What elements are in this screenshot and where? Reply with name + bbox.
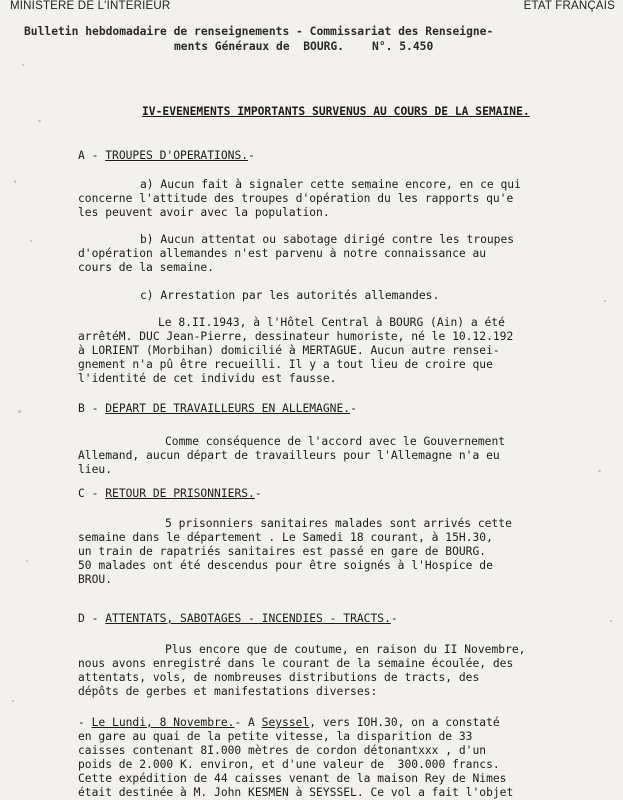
bulletin-number: N°. 5.450 <box>372 40 434 53</box>
c-section-line: BROU. <box>78 573 113 586</box>
b-line: cours de la semaine. <box>78 261 215 274</box>
c-section-line: 50 malades ont été descendus pour être soignés à l'Hospice de <box>78 559 493 572</box>
section-a-title: TROUPES D'OPERATIONS. <box>105 149 249 162</box>
paper-speck <box>610 620 612 622</box>
section-d-title: ATTENTATS, SABOTAGES - INCENDIES - TRACTS. <box>105 612 391 625</box>
b-line: d'opération allemandes n'est parvenu à notre connaissance au <box>78 247 487 260</box>
section-c-suffix: - <box>254 487 262 500</box>
d-item-prefix: - <box>78 716 92 729</box>
a-line: a) Aucun fait à signaler cette semaine encore, en ce qui <box>140 178 521 191</box>
section-a-suffix: - <box>248 149 255 162</box>
paper-speck <box>14 180 16 183</box>
section-c-prefix: C - <box>78 487 106 500</box>
d-item-line: en gare au quai de la petite vitesse, la disparition de 33 <box>78 730 473 743</box>
d-para-line: attentats, vols, de nombreuses distributions de tracts, des <box>78 671 480 684</box>
section-c-heading <box>78 487 262 501</box>
c-para-line: l'identité de cet individu est fausse. <box>78 372 337 385</box>
a-line: concerne l'attitude des troupes d'opération du les rapports qu'e <box>78 192 514 205</box>
c-section-line: un train de rapatriés sanitaires est passé en gare de BOURG. <box>78 545 487 558</box>
b-line: b) Aucun attentat ou sabotage dirigé contre les troupes <box>140 233 515 246</box>
b-para-line: lieu. <box>78 463 113 476</box>
section-b-prefix: B - <box>78 402 106 415</box>
c-section-line: 5 prisonniers sanitaires malades sont arrivés cette <box>165 517 512 530</box>
paper-speck <box>18 410 21 413</box>
paper-speck <box>38 120 41 122</box>
d-item-line: était destinée à M. John KESMEN à SEYSSEL. Ce vol a fait l'objet <box>78 786 514 799</box>
d-item-rest: , vers IOH.30, on a constaté <box>309 716 500 729</box>
section-c-title: RETOUR DE PRISONNIERS. <box>105 487 255 500</box>
d-para-line: nous avons enregistré dans le courant de la semaine écoulée, des <box>78 657 514 670</box>
d-para-line: dépôts de gerbes et manifestations diverses: <box>78 685 378 698</box>
bulletin-service: ments Généraux de BOURG. <box>174 40 345 53</box>
c-line: c) Arrestation par les autorités allemandes. <box>140 289 440 302</box>
b-para-line: Allemand, aucun départ de travailleurs pour l'Allemagne n'a eu <box>78 449 500 462</box>
d-item-first-line <box>78 716 500 730</box>
section-a-heading <box>78 149 255 163</box>
c-para-line: Le 8.II.1943, à l'Hôtel Central à BOURG (Ain) a été <box>158 316 505 329</box>
paper-speck <box>30 240 32 242</box>
bulletin-header <box>24 24 614 54</box>
section-title: IV-EVENEMENTS IMPORTANTS SURVENUS AU COURS DE LA SEMAINE. <box>142 105 530 118</box>
d-item-mid: - A <box>234 716 262 729</box>
c-section-line: semaine dans le département . Le Samedi 18 courant, à 15H.30, <box>78 531 493 544</box>
c-para-line: arrêtéM. DUC Jean-Pierre, dessinateur humoriste, né le 10.12.192 <box>78 330 514 343</box>
paper-speck <box>26 560 28 562</box>
d-item-line: Cette expédition de 44 caisses venant de la maison Rey de Nimes <box>78 772 507 785</box>
state-header: ÉTAT FRANÇAIS <box>523 0 615 12</box>
ministry-header: MINISTÈRE DE L'INTÉRIEUR <box>10 0 171 12</box>
section-b-suffix: - <box>350 402 357 415</box>
d-item-place: Seyssel <box>261 716 310 729</box>
d-item-date: Le Lundi, 8 Novembre. <box>91 716 235 729</box>
bulletin-line-2 <box>24 39 614 54</box>
paper-speck <box>604 300 606 302</box>
c-para-line: à LORIENT (Morbihan) domicilié à MERTAGUE. Aucun autre rensei- <box>78 344 500 357</box>
a-line: les peuvent avoir avec la population. <box>78 206 330 219</box>
d-para-line: Plus encore que de coutume, en raison du II Novembre, <box>165 643 526 656</box>
section-d-prefix: D - <box>78 612 106 625</box>
d-item-line: caisses contenant 8I.000 mètres de cordon détonantxxx , d'un <box>78 744 487 757</box>
section-b-heading <box>78 402 357 416</box>
bulletin-line-1: Bulletin hebdomadaire de renseignements - Commissariat des Renseigne- <box>24 25 494 38</box>
paper-speck <box>22 64 24 66</box>
section-b-title: DEPART DE TRAVAILLEURS EN ALLEMAGNE. <box>105 402 351 415</box>
paper-speck <box>12 700 14 702</box>
section-a-prefix: A - <box>78 149 106 162</box>
d-item-line: poids de 2.000 K. environ, et d'une valeur de 300.000 francs. <box>78 758 500 771</box>
section-d-suffix: - <box>390 612 398 625</box>
b-para-line: Comme conséquence de l'accord avec le Gouvernement <box>165 435 506 448</box>
paper-speck <box>598 470 601 472</box>
section-d-heading <box>78 612 398 626</box>
c-para-line: gnement n'a pû être recueilli. Il y a tout lieu de croire que <box>78 358 493 371</box>
